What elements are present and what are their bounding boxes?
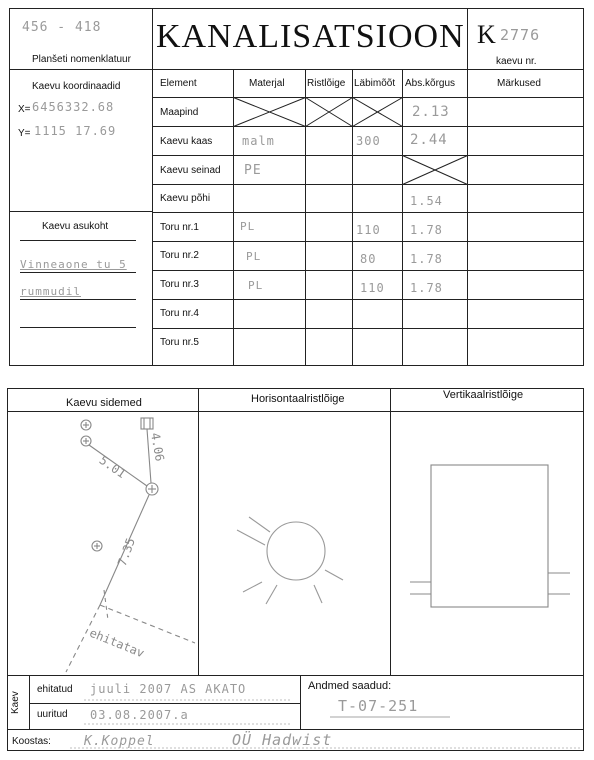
col-header-element: Element <box>160 78 197 89</box>
cell-material: PL <box>240 220 256 233</box>
x-value: 6456332.68 <box>32 100 115 114</box>
row-label: Maapind <box>160 107 199 118</box>
cell-diameter: 300 <box>356 134 381 148</box>
cell-height: 1.78 <box>410 281 443 295</box>
cell-material: PL <box>246 250 262 263</box>
y-label: Y= <box>18 128 31 139</box>
y-value: 1115 17.69 <box>34 124 117 138</box>
form-title: KANALISATSIOON <box>156 18 465 55</box>
well-number: 2776 <box>500 26 541 44</box>
row-label: Kaevu seinad <box>160 165 221 176</box>
panel-label-connections: Kaevu sidemed <box>66 397 142 409</box>
panel-label-horizontal: Horisontaalristlõige <box>251 393 345 405</box>
author-value: K.Koppel <box>84 734 155 749</box>
data-source-label: Andmed saadud: <box>308 680 392 692</box>
horizontal-section-sketch <box>237 517 343 604</box>
surveyed-label: uuritud <box>37 709 68 720</box>
well-number-label: kaevu nr. <box>496 56 537 67</box>
vertical-section-sketch <box>410 465 570 607</box>
nomenclature-label: Planšeti nomenklatuur <box>32 54 131 65</box>
cell-height: 1.54 <box>410 194 443 208</box>
distance-label-1: 5.01 <box>96 452 129 482</box>
author-label: Koostas: <box>12 736 51 747</box>
cell-diameter: 110 <box>360 281 385 295</box>
col-header-height: Abs.kõrgus <box>405 78 456 89</box>
row-label: Toru nr.5 <box>160 337 199 348</box>
cell-material: malm <box>242 134 275 148</box>
location-label: Kaevu asukoht <box>42 221 109 232</box>
well-side-label: Kaev <box>10 691 21 714</box>
company-value: OÜ Hadwist <box>232 731 333 749</box>
coordinates-label: Kaevu koordinaadid <box>32 81 121 92</box>
location-line-2: rummudil <box>20 285 81 298</box>
row-label: Kaevu kaas <box>160 136 213 147</box>
cell-height: 2.13 <box>412 104 450 120</box>
cell-diameter: 110 <box>356 223 381 237</box>
col-header-material: Materjal <box>249 78 285 89</box>
planned-note: ehitatav <box>87 625 147 661</box>
cell-material: PL <box>248 279 264 292</box>
built-value: juuli 2007 AS AKATO <box>90 682 247 696</box>
row-label: Toru nr.3 <box>160 279 199 290</box>
nomenclature-value: 456 - 418 <box>22 20 102 35</box>
row-label: Toru nr.4 <box>160 308 199 319</box>
panel-label-vertical: Vertikaalristlõige <box>443 389 524 401</box>
distance-label-2: 4.06 <box>148 431 167 463</box>
col-header-diameter: Läbimõõt <box>354 78 396 89</box>
x-label: X= <box>18 104 31 115</box>
data-source-value: T-07-251 <box>338 697 419 715</box>
row-label: Toru nr.2 <box>160 250 199 261</box>
row-label: Toru nr.1 <box>160 222 199 233</box>
cell-height: 1.78 <box>410 223 443 237</box>
col-header-notes: Märkused <box>497 78 541 89</box>
cell-height: 1.78 <box>410 252 443 266</box>
cell-height: 2.44 <box>410 132 448 148</box>
surveyed-value: 03.08.2007.a <box>90 708 189 722</box>
col-header-section: Ristlõige <box>307 78 346 89</box>
row-label: Kaevu põhi <box>160 193 211 204</box>
cell-material: PE <box>244 163 262 178</box>
cell-diameter: 80 <box>360 252 377 266</box>
well-prefix: K <box>477 20 496 49</box>
built-label: ehitatud <box>37 684 73 695</box>
location-line-1: Vinneaone tu 5 <box>20 258 127 271</box>
distance-label-3: 7.35 <box>114 536 138 568</box>
